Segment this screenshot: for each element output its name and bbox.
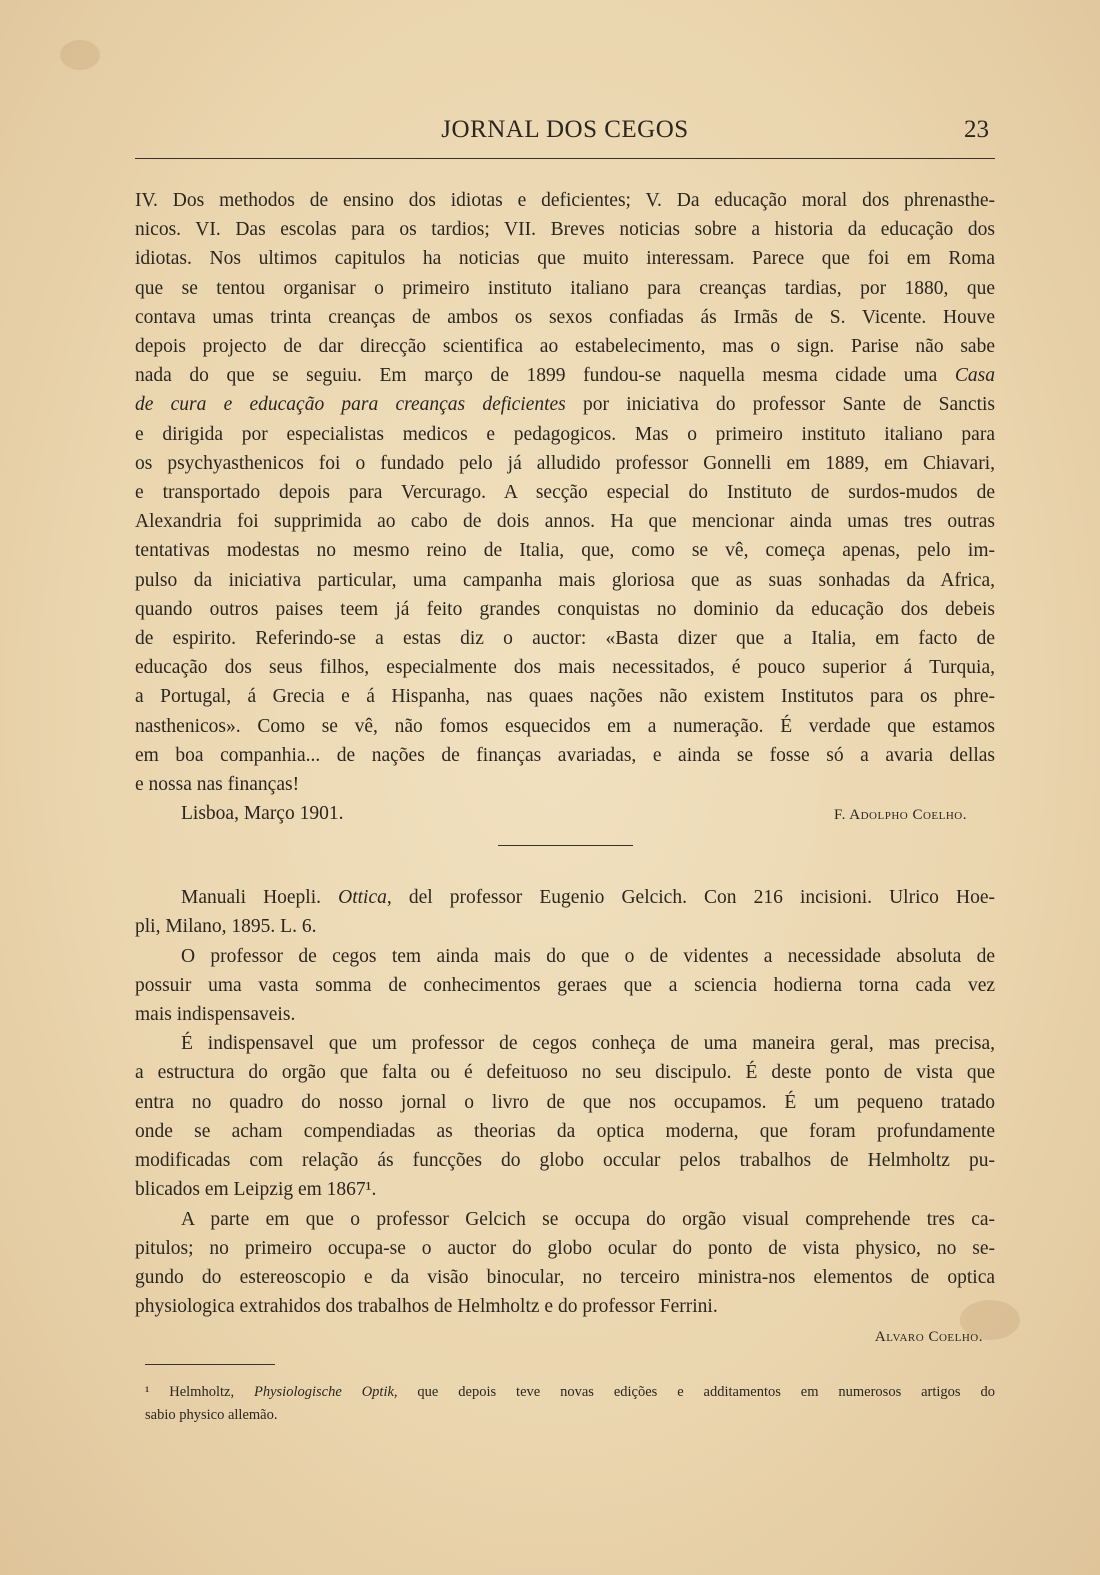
text-line: em boa companhia... de nações de finanças avariadas, e ainda se fosse só a avaria dellas xyxy=(135,744,995,766)
section-divider xyxy=(498,845,633,846)
text-line: A parte em que o professor Gelcich se occupa do orgão visual comprehende tres ca- xyxy=(181,1208,995,1230)
text-fragment: por iniciativa do professor Sante de Sanctis xyxy=(565,394,995,416)
review-body xyxy=(135,883,995,1321)
footnote-line: sabio physico allemão. xyxy=(145,1407,278,1424)
text-line: onde se acham compendiadas as theorias da optica moderna, que foram profundamente xyxy=(135,1120,995,1142)
page-number: 23 xyxy=(964,116,989,143)
footnote-line xyxy=(145,1381,995,1404)
text-line: que se tentou organisar o primeiro instituto italiano para creanças tardias, por 1880, que xyxy=(135,277,995,299)
italic-title: Physiologische Optik xyxy=(254,1384,394,1401)
page xyxy=(135,112,995,1427)
text-line: pitulos; no primeiro occupa-se o auctor do globo ocular do ponto de vista physico, no se- xyxy=(135,1237,995,1259)
header-rule xyxy=(135,158,995,159)
citation-line xyxy=(135,883,995,912)
text-line: pulso da iniciativa particular, uma campanha mais gloriosa que as suas sonhadas da Africa, xyxy=(135,569,995,591)
text-line xyxy=(135,361,995,390)
text-line: IV. Dos methodos de ensino dos idiotas e deficientes; V. Da educação moral dos phrenasthe- xyxy=(135,190,995,211)
italic-term: de cura e educação para creanças deficientes xyxy=(135,394,566,416)
text-line: entra no quadro do nosso jornal o livro de que nos occupamos. É um pequeno tratado xyxy=(135,1091,995,1113)
paper-stain xyxy=(60,40,100,70)
text-line: depois projecto de dar direcção scientifica ao estabelecimento, mas o sign. Parise não sabe xyxy=(135,336,995,358)
journal-title: JORNAL DOS CEGOS xyxy=(441,116,689,143)
review-author: Alvaro Coelho. xyxy=(874,1329,983,1346)
text-line: modificadas com relação ás funcções do globo occular pelos trabalhos de Helmholtz pu- xyxy=(135,1150,995,1172)
text-line: e transportado depois para Vercurago. A secção especial do Instituto de surdos-mudos de xyxy=(135,482,995,504)
running-head xyxy=(135,112,995,152)
text-line: de espirito. Referindo-se a estas diz o auctor: «Basta dizer que a Italia, em facto de xyxy=(135,628,995,650)
text-line: blicados em Leipzig em 1867¹. xyxy=(135,1179,377,1201)
text-line: gundo do estereoscopio e da visão binocular, no terceiro ministra-nos elementos de optica xyxy=(135,1266,995,1288)
text-line: os psychyasthenicos foi o fundado pelo já alludido professor Gonnelli em 1889, em Chiavari, xyxy=(135,452,995,474)
article-author: F. Adolpho Coelho. xyxy=(833,807,967,824)
text-line xyxy=(135,390,995,419)
text-fragment: Manuali Hoepli. xyxy=(181,887,339,909)
text-fragment: nada do que se seguiu. Em março de 1899 fundou-se naquella mesma cidade uma xyxy=(135,365,938,387)
text-line: nasthenicos». Como se vê, não fomos esquecidos em a numeração. É verdade que estamos xyxy=(135,715,995,737)
text-line: mais indispensaveis. xyxy=(135,1004,296,1026)
signature-row xyxy=(135,799,995,829)
text-fragment: , del professor Eugenio Gelcich. Con 216 incisioni. Ulrico Hoe- xyxy=(386,887,995,909)
text-line: nicos. VI. Das escolas para os tardios; VII. Breves noticias sobre a historia da educação dos xyxy=(135,219,995,241)
footnote-rule xyxy=(145,1364,275,1365)
text-line: contava umas trinta creanças de ambos os sexos confiadas ás Irmãs de S. Vicente. Houve xyxy=(135,306,995,328)
text-line: O professor de cegos tem ainda mais do que o de videntes a necessidade absoluta de xyxy=(181,945,995,967)
footnote xyxy=(145,1381,995,1427)
article-body xyxy=(135,186,995,799)
text-line: Alexandria foi supprimida ao cabo de dois annos. Ha que mencionar ainda umas tres outras xyxy=(135,511,995,533)
text-fragment: ¹ Helmholtz, xyxy=(145,1384,254,1401)
text-line: physiologica extrahidos dos trabalhos de Helmholtz e do professor Ferrini. xyxy=(135,1296,718,1318)
text-line: tentativas modestas no mesmo reino de Italia, que, como se vê, começa apenas, pelo im- xyxy=(135,540,995,562)
italic-title: Ottica xyxy=(338,887,387,909)
text-line: e dirigida por especialistas medicos e pedagogicos. Mas o primeiro instituto italiano para xyxy=(135,423,995,445)
text-line: possuir uma vasta somma de conhecimentos geraes que a sciencia hodierna torna cada vez xyxy=(135,974,995,996)
text-line: a Portugal, á Grecia e á Hispanha, nas quaes nações não existem Institutos para os phre- xyxy=(135,686,995,708)
text-fragment: , que depois teve novas edições e additamentos em numerosos artigos do xyxy=(393,1384,995,1401)
text-line: quando outros paises teem já feito grandes conquistas no dominio da educação dos debeis xyxy=(135,598,995,620)
italic-term: Casa xyxy=(954,365,995,387)
text-line: idiotas. Nos ultimos capitulos ha noticias que muito interessam. Parece que foi em Roma xyxy=(135,248,995,270)
text-line: e nossa nas finanças! xyxy=(135,774,300,796)
text-line: a estructura do orgão que falta ou é defeituoso no seu discipulo. É deste ponto de vista que xyxy=(135,1062,995,1084)
citation-line: pli, Milano, 1895. L. 6. xyxy=(135,916,317,938)
text-line: educação dos seus filhos, especialmente dos mais necessitados, é pouco superior á Turquia, xyxy=(135,657,995,679)
text-line: É indispensavel que um professor de cegos conheça de uma maneira geral, mas precisa, xyxy=(181,1033,995,1055)
place-date: Lisboa, Março 1901. xyxy=(181,803,344,825)
